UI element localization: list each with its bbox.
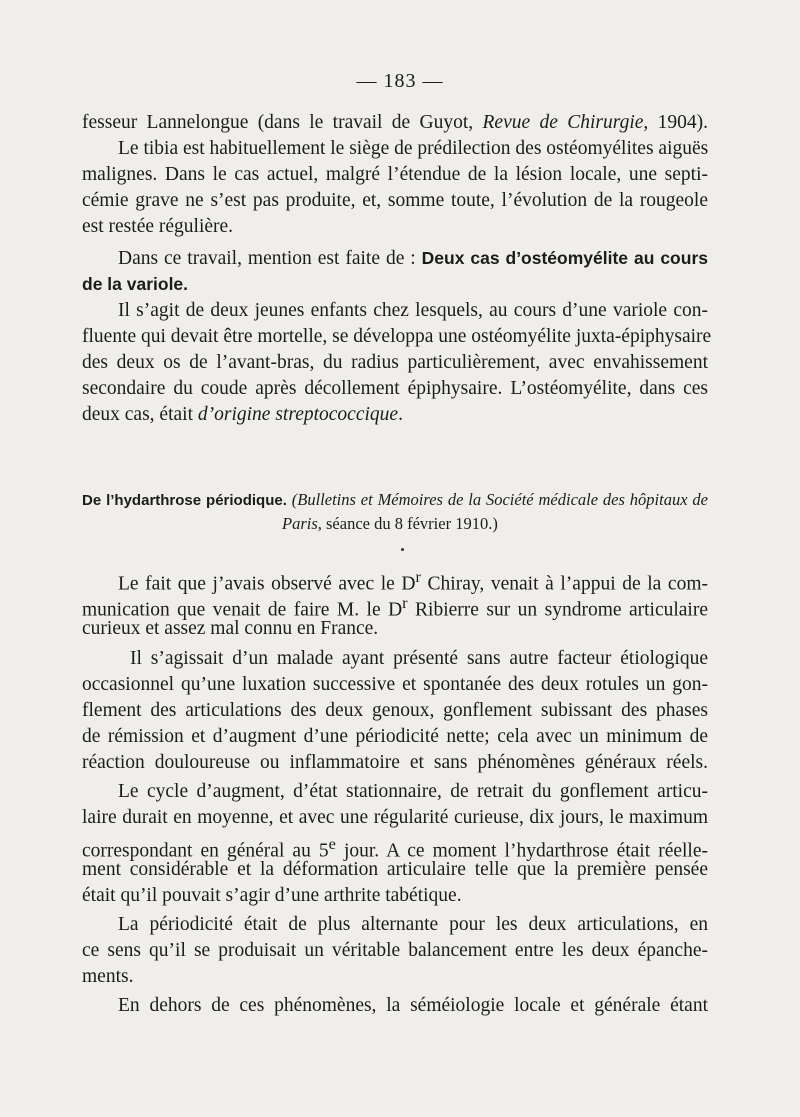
text-line: flement des articulations des deux genoux, gonflement subissant des phases	[82, 700, 708, 721]
text-line: secondaire du coude après décollement épiphysaire. L’ostéomyélite, dans ces	[82, 378, 708, 399]
page-number: — 183 —	[356, 70, 444, 92]
text-line: était qu’il pouvait s’agir d’une arthrite tabétique.	[82, 885, 462, 906]
section-title: De l’hydarthrose périodique.	[82, 492, 287, 509]
decorative-dot	[401, 548, 404, 551]
text-line: laire durait en moyenne, et avec une régularité curieuse, dix jours, le maximum	[82, 807, 708, 828]
bold-title: Deux cas d’ostéomyélite au cours	[421, 248, 708, 268]
text-line: ce sens qu’il se produisait un véritable balancement entre les deux épanche-	[82, 940, 708, 961]
section-heading: De l’hydarthrose périodique. (Bulletins et Mémoires de la Société médicale des hôpitaux de	[82, 490, 708, 509]
text-line: Le fait que j’avais observé avec le $D^r$ Chiray, venait à l’appui de la com-	[118, 568, 709, 595]
text-line: des deux os de l’avant-bras, du radius particulièrement, avec envahissement	[82, 352, 708, 373]
text-line: Le cycle d’augment, d’état stationnaire, de retrait du gonflement articu-	[118, 781, 708, 802]
text-line: correspondant en général au 5e jour. A ce moment l’hydarthrose était réelle-	[82, 835, 708, 862]
text-line: La périodicité était de plus alternante pour les deux articulations, en	[118, 914, 708, 935]
text-line: Il s’agissait d’un malade ayant présenté sans autre facteur étiologique	[130, 648, 708, 669]
text-line: Dans ce travail, mention est faite de : Deux cas d’ostéomyélite au cours	[118, 248, 708, 269]
text-line: ment considérable et la déformation articulaire telle que la première pensée	[82, 859, 708, 880]
text-line: ments.	[82, 966, 134, 987]
text-line: munication que venait de faire M. le $D^r$ Ribierre sur un syndrome articulaire	[82, 594, 708, 621]
text-line: Le tibia est habituellement le siège de prédilection des ostéomyélites aiguës	[118, 138, 709, 159]
text-line: malignes. Dans le cas actuel, malgré l’étendue de la lésion locale, une septi-	[82, 164, 708, 185]
text-line: est restée régulière.	[82, 216, 234, 237]
text-line: curieux et assez mal connu en France.	[82, 618, 379, 639]
text-line: deux cas, était d’origine streptococcique.	[82, 404, 403, 425]
journal-title: Revue de Chirurgie	[482, 112, 644, 133]
text-line: cémie grave ne s’est pas produite, et, somme toute, l’évolution de la rougeole	[82, 190, 708, 211]
text-line: occasionnel qu’une luxation successive et spontanée des deux rotules un gon-	[82, 674, 708, 695]
text-line: de rémission et d’augment d’une périodicité nette; cela avec un minimum de	[82, 726, 708, 747]
bold-title: de la variole.	[82, 274, 189, 294]
text-line: fluente qui devait être mortelle, se développa une ostéomyélite juxta-épiphysaire	[82, 326, 712, 347]
text-line: réaction douloureuse ou inflammatoire et sans phénomènes généraux réels.	[82, 752, 708, 773]
text-line: En dehors de ces phénomènes, la séméiologie locale et générale étant	[118, 995, 708, 1016]
section-reference: Paris, séance du 8 février 1910.)	[282, 514, 498, 533]
text-line: fesseur Lannelongue (dans le travail de Guyot, Revue de Chirurgie, 1904).	[82, 112, 708, 133]
text-line: Il s’agit de deux jeunes enfants chez lesquels, au cours d’une variole con-	[118, 300, 708, 321]
